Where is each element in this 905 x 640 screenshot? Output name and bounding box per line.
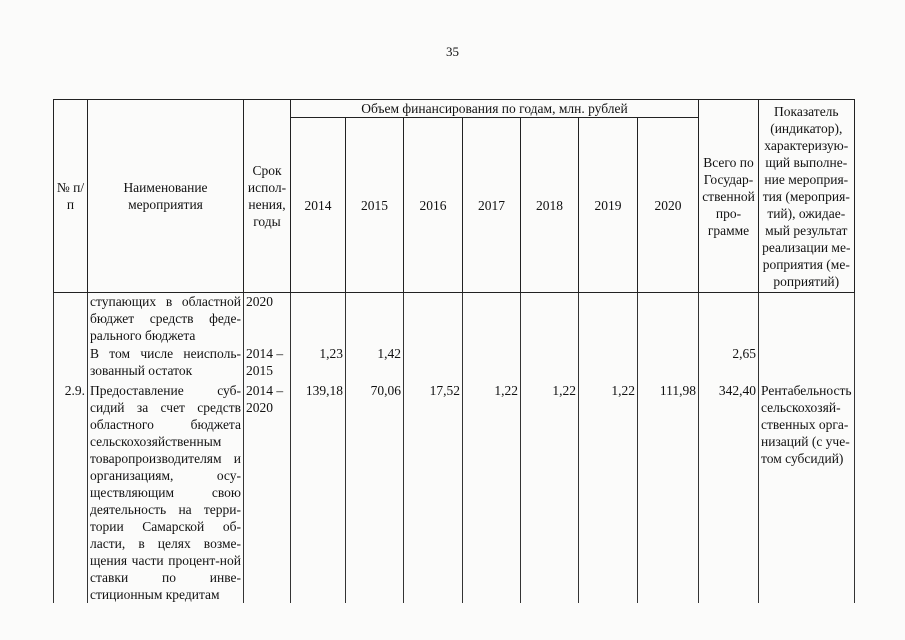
header-total: Всего по Государ-ственной про-грамме — [699, 100, 759, 293]
row-value — [521, 293, 579, 345]
row-value — [638, 293, 699, 345]
page-number: 35 — [446, 44, 459, 59]
row-total — [699, 293, 759, 345]
row-value — [579, 345, 638, 382]
row-value — [404, 293, 463, 345]
row-name: Предоставление суб-сидий за счет средств областного бюджета сельскохозяйственным товаропроизводителям и организациям, осу-ществляющим свою деятельность на терри-тории Самарской об-ласти, в целях возме-щения части процент-ной ставки по инве-стиционным кредитам — [88, 382, 244, 603]
header-year: 2014 — [291, 118, 346, 293]
header-indicator: Показатель (индикатор), характеризую-щий выполне-ние мероприя-тия (мероприя-тий), ожидае-мый результат реализации ме-роприятия (ме-роприятий) — [759, 100, 855, 293]
header-year: 2017 — [463, 118, 521, 293]
header-year: 2019 — [579, 118, 638, 293]
row-value: 1,22 — [521, 382, 579, 603]
row-value — [638, 345, 699, 382]
header-num: № п/п — [54, 100, 88, 293]
header-year: 2015 — [346, 118, 404, 293]
row-indicator: Рентабельность сельскохозяй-ственных орга-низаций (с уче-том субсидий) — [759, 382, 855, 603]
row-total: 2,65 — [699, 345, 759, 382]
row-value: 1,22 — [463, 382, 521, 603]
row-value — [404, 345, 463, 382]
table-row — [54, 345, 855, 382]
row-term: 2020 — [244, 293, 291, 345]
row-name: В том числе неисполь-зованный остаток — [88, 345, 244, 382]
table-row — [54, 382, 855, 603]
row-indicator — [759, 293, 855, 345]
row-value: 70,06 — [346, 382, 404, 603]
row-num — [54, 293, 88, 345]
row-num — [54, 345, 88, 382]
header-funding: Объем финансирования по годам, млн. рублей — [291, 100, 699, 118]
header-term: Срок испол-нения, годы — [244, 100, 291, 293]
row-value: 1,42 — [346, 345, 404, 382]
row-value: 111,98 — [638, 382, 699, 603]
row-value — [346, 293, 404, 345]
row-num: 2.9. — [54, 382, 88, 603]
header-year: 2018 — [521, 118, 579, 293]
row-value — [463, 293, 521, 345]
row-value: 139,18 — [291, 382, 346, 603]
row-value — [463, 345, 521, 382]
row-value — [521, 345, 579, 382]
row-total: 342,40 — [699, 382, 759, 603]
row-value: 1,23 — [291, 345, 346, 382]
row-term: 2014 – 2020 — [244, 382, 291, 603]
header-name: Наименование мероприятия — [88, 100, 244, 293]
row-value: 1,22 — [579, 382, 638, 603]
row-indicator — [759, 345, 855, 382]
program-table — [53, 99, 855, 603]
row-value: 17,52 — [404, 382, 463, 603]
row-value — [291, 293, 346, 345]
row-term: 2014 – 2015 — [244, 345, 291, 382]
row-name: ступающих в областной бюджет средств феде-рального бюджета — [88, 293, 244, 345]
header-year: 2016 — [404, 118, 463, 293]
table-row — [54, 293, 855, 345]
row-value — [579, 293, 638, 345]
header-year: 2020 — [638, 118, 699, 293]
